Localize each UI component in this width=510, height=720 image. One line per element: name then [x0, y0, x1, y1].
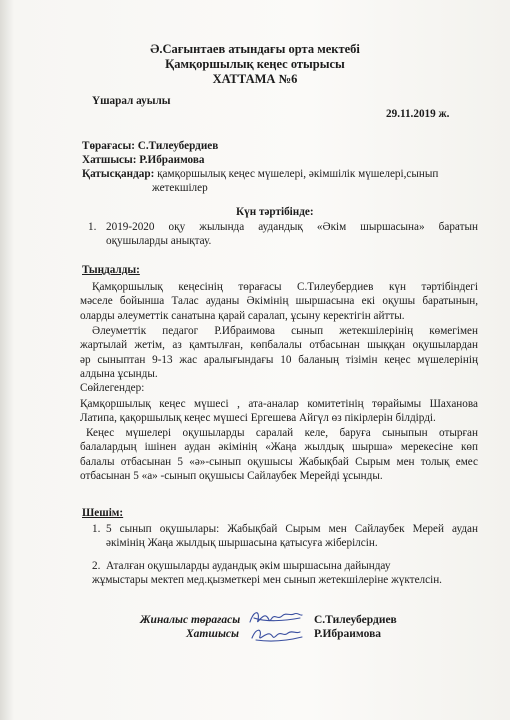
heard-paragraph-2 [80, 324, 478, 381]
council-title: Қамқоршылық кеңес отырысы [165, 57, 345, 71]
decision-2-text-2: жұмыстары мектеп мед.қызметкері мен сынып жетекшілеріне жүктелсін. [92, 574, 442, 586]
chair-name: С.Тилеубердиев [314, 614, 397, 626]
attendees-label: Қатысқандар: [82, 168, 155, 180]
secretary-line: Хатшысы: Р.Ибраимова [82, 154, 205, 166]
place-text: Үшарал ауылы [92, 95, 171, 107]
attendees-text-1: қамқоршылық кеңес мүшелері, әкімшілік мүшелері,сынып [157, 168, 439, 180]
agenda-text-1: 2019-2020 оқу жылында аудандық «Әкім шыршасына» баратын [106, 221, 478, 233]
heard-paragraph-4 [80, 426, 478, 483]
agenda-text-2: оқушыларды анықтау. [106, 235, 212, 247]
school-name: Ә.Сағынтаев атындағы орта мектебі [150, 42, 360, 56]
paragraph-line: Әлеуметтік педагог Р.Ибраимова сынып жетекшілерінің көмегімен [92, 325, 478, 337]
secretary-name: Р.Ибраимова [314, 628, 382, 640]
decision-2-number: 2. [92, 560, 101, 572]
agenda-title: Күн тәртібінде: [236, 206, 314, 218]
decision-1-text-2: әкімінің Жаңа жылдық шыршасына қатысуға жіберілсін. [106, 537, 378, 549]
attendees-line [82, 168, 438, 180]
paragraph-line: балалы отбасынан 5 «ә»-сынып оқушысы Жабықбай Сырым мен толық емес [80, 455, 478, 468]
protocol-title: ХАТТАМА №6 [212, 72, 298, 86]
heard-paragraph-1 [80, 280, 478, 323]
paragraph-line: оларды әлеуметтік санатына қарай саралап, ұсыну керектігін айтты. [80, 309, 405, 322]
secretary-signature-label: Хатшысы [186, 628, 240, 640]
decision-2-text-1: Аталған оқушыларды аудандық әкім шыршасына дайындау [106, 560, 391, 572]
paragraph-line: Қамқоршылық кеңесінің төрағасы С.Тилеубердиев күн тәртібіндегі [92, 281, 478, 293]
paragraph-line: балалардың ішінен аудан әкімінің «Жаңа жылдық шырша» мерекесіне көп [80, 441, 478, 454]
chair-line: Төрағасы: С.Тилеубердиев [82, 140, 219, 152]
paragraph-line: жартылай жетім, аз қамтылған, көпбалалы отбасынан шыққан оқушылардан [80, 339, 478, 352]
chair-signature-label: Жиналыс төрағасы [140, 614, 241, 626]
heard-paragraph-3 [80, 397, 478, 426]
handwritten-signatures [244, 606, 306, 646]
decision-1-text-1: 5 сынып оқушылары: Жабықбай Сырым мен Сайлаубек Мерей аудан [106, 523, 478, 535]
speakers-label: Сөйлегендер: [80, 382, 145, 394]
date-text: 29.11.2019 ж. [386, 108, 450, 120]
paragraph-line: Кеңес мүшелері оқушыларды саралай келе, баруға сыныпын отырған [86, 427, 478, 439]
paragraph-line: отбасынан 5 «а» -сынып оқушысы Сайлаубек Мерейді ұсынды. [80, 469, 383, 482]
heard-title: Тыңдалды: [82, 264, 140, 276]
agenda-number: 1. [88, 221, 97, 233]
paragraph-line: Латипа, қақоршылық кеңес мүшесі Ергешева Айгүл өз пікірлерін білдірді. [80, 412, 436, 425]
decision-title: Шешім: [82, 507, 124, 519]
attendees-text-2: жетекшілер [152, 182, 208, 194]
paragraph-line: Қамқоршылық кеңес мүшесі , ата-аналар комитетінің төрайымы Шаханова [80, 398, 478, 410]
decision-1-number: 1. [92, 523, 101, 535]
paragraph-line: әр сыныптан 9-13 жас аралығындағы 10 баланың тізімін кеңес мүшелерінің [80, 353, 478, 366]
paragraph-line: алдына ұсынды. [80, 367, 158, 380]
paragraph-line: мәселе бойынша Талас ауданы Әкімінің шыршасына екі оқушы баратынын, [80, 295, 478, 308]
